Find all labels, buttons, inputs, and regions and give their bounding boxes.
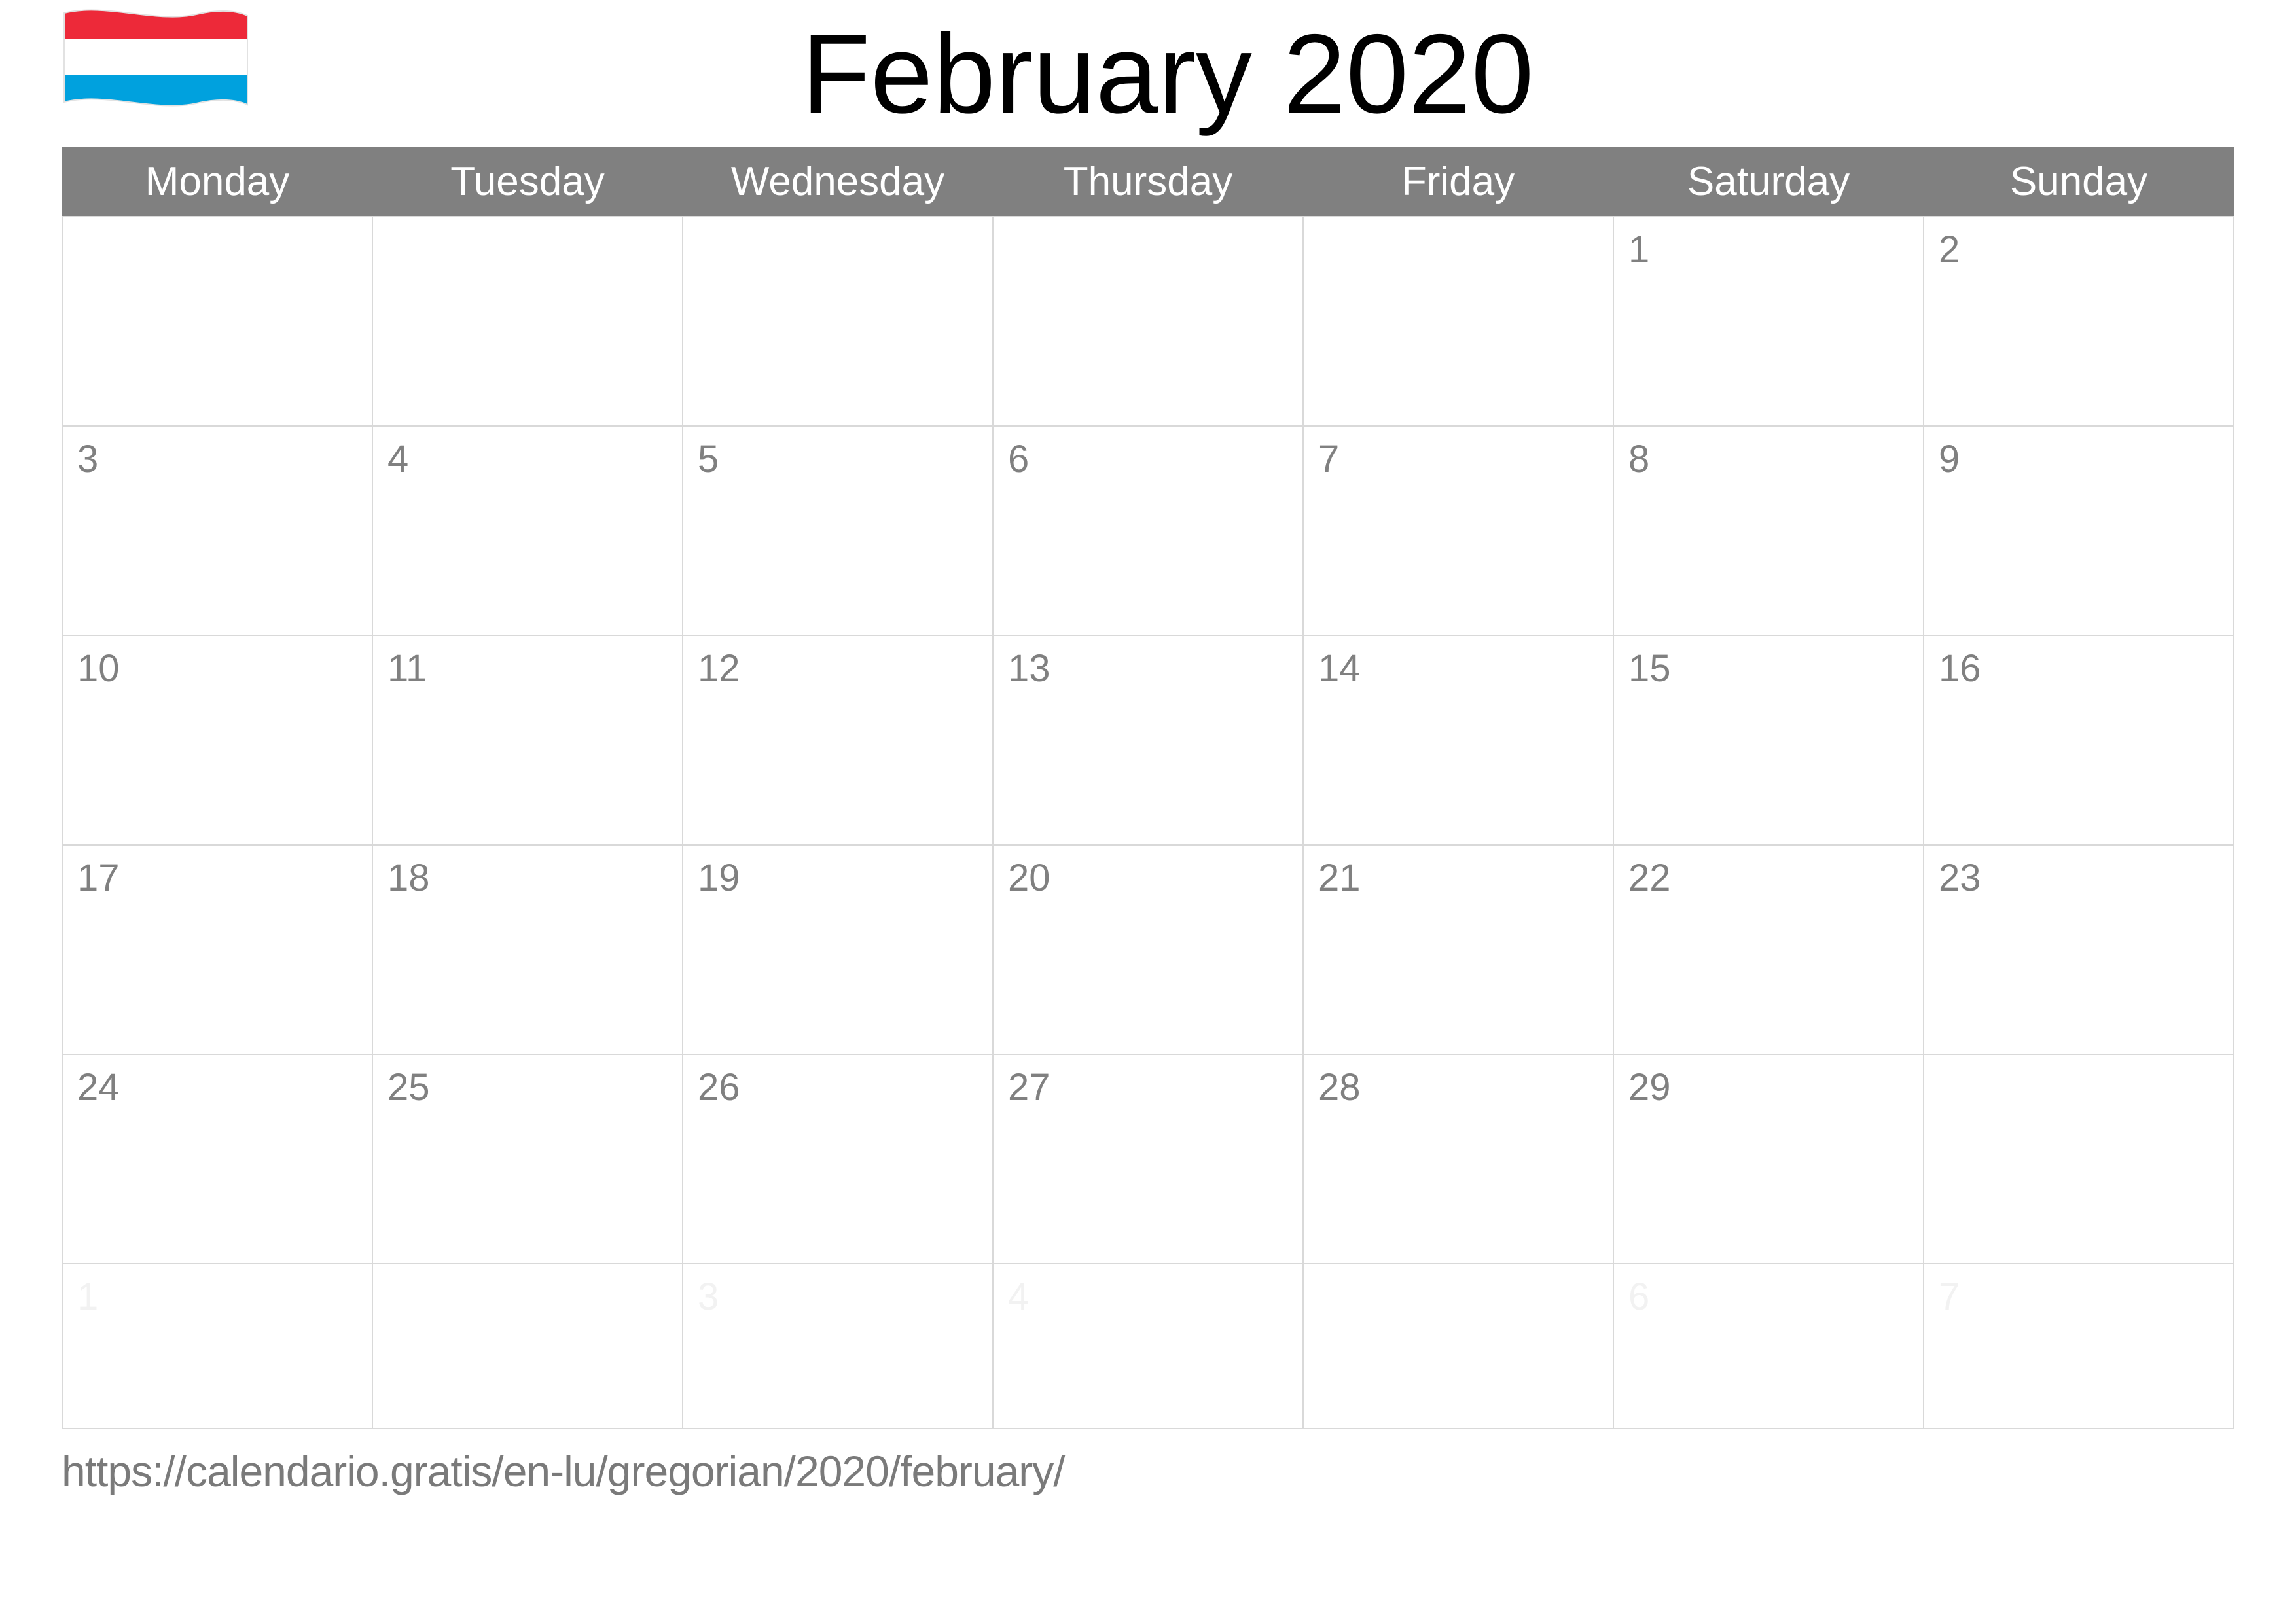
luxembourg-flag-icon	[59, 7, 252, 121]
day-cell[interactable]	[1613, 635, 1924, 845]
day-cell[interactable]	[372, 845, 683, 1054]
weekday-header-friday: Friday	[1303, 147, 1613, 217]
day-number: 29	[1628, 1066, 1671, 1109]
day-cell[interactable]	[1303, 1264, 1613, 1429]
day-number: 4	[1008, 1275, 1030, 1318]
calendar-week-row	[62, 217, 2234, 426]
day-cell[interactable]	[1924, 1054, 2234, 1264]
day-number: 3	[77, 438, 99, 480]
day-cell[interactable]	[1613, 1054, 1924, 1264]
day-cell[interactable]	[1303, 845, 1613, 1054]
day-cell[interactable]	[62, 1054, 372, 1264]
page-footer	[62, 1429, 2234, 1496]
calendar-body	[62, 217, 2234, 1429]
day-cell[interactable]	[372, 217, 683, 426]
day-number: 15	[1628, 647, 1671, 690]
day-number: 19	[698, 857, 740, 899]
day-number: 1	[77, 1275, 99, 1318]
day-cell[interactable]	[683, 1264, 993, 1429]
day-number: 4	[387, 438, 409, 480]
day-number: 9	[1939, 438, 1960, 480]
day-number: 27	[1008, 1066, 1050, 1109]
day-number	[1304, 1264, 1613, 1276]
day-cell[interactable]	[372, 426, 683, 635]
day-cell[interactable]	[1924, 845, 2234, 1054]
day-cell[interactable]	[1924, 1264, 2234, 1429]
source-url[interactable]: https://calendario.gratis/en-lu/gregorian/2020/february/	[62, 1447, 1065, 1495]
day-number: 23	[1939, 857, 1981, 899]
day-number	[63, 217, 372, 229]
page-header	[0, 0, 2296, 147]
day-number: 3	[698, 1275, 719, 1318]
day-number: 22	[1628, 857, 1671, 899]
weekday-header-saturday: Saturday	[1613, 147, 1924, 217]
day-number: 20	[1008, 857, 1050, 899]
day-cell[interactable]	[993, 426, 1303, 635]
day-cell[interactable]	[62, 217, 372, 426]
day-number: 6	[1008, 438, 1030, 480]
day-cell[interactable]	[62, 426, 372, 635]
day-number: 26	[698, 1066, 740, 1109]
day-number: 25	[387, 1066, 430, 1109]
day-number	[683, 217, 992, 229]
calendar-week-row	[62, 426, 2234, 635]
day-cell[interactable]	[683, 845, 993, 1054]
day-number: 14	[1318, 647, 1361, 690]
day-number	[1924, 1055, 2233, 1067]
month-calendar	[62, 147, 2234, 1429]
day-number: 1	[1628, 228, 1650, 271]
day-cell[interactable]	[372, 1264, 683, 1429]
day-cell[interactable]	[62, 635, 372, 845]
day-number	[373, 217, 682, 229]
day-cell[interactable]	[1303, 635, 1613, 845]
day-number: 28	[1318, 1066, 1361, 1109]
day-cell[interactable]	[1613, 217, 1924, 426]
day-cell[interactable]	[993, 1264, 1303, 1429]
weekday-header-wednesday: Wednesday	[683, 147, 993, 217]
day-number: 8	[1628, 438, 1650, 480]
calendar-week-row	[62, 1054, 2234, 1264]
day-number: 17	[77, 857, 120, 899]
day-cell[interactable]	[683, 1054, 993, 1264]
day-number: 16	[1939, 647, 1981, 690]
day-number	[994, 217, 1302, 229]
day-cell[interactable]	[1924, 426, 2234, 635]
day-cell[interactable]	[1303, 1054, 1613, 1264]
day-cell[interactable]	[993, 845, 1303, 1054]
calendar-week-row	[62, 845, 2234, 1054]
day-cell[interactable]	[1303, 426, 1613, 635]
day-cell[interactable]	[62, 845, 372, 1054]
day-cell[interactable]	[993, 1054, 1303, 1264]
day-cell[interactable]	[1303, 217, 1613, 426]
day-cell[interactable]	[1924, 635, 2234, 845]
weekday-header-tuesday: Tuesday	[372, 147, 683, 217]
day-number: 18	[387, 857, 430, 899]
day-number: 12	[698, 647, 740, 690]
day-number: 10	[77, 647, 120, 690]
weekday-header-monday: Monday	[62, 147, 372, 217]
day-number: 24	[77, 1066, 120, 1109]
day-number: 11	[387, 647, 427, 690]
calendar-week-row	[62, 1264, 2234, 1429]
day-number: 21	[1318, 857, 1361, 899]
day-cell[interactable]	[993, 217, 1303, 426]
day-cell[interactable]	[1613, 1264, 1924, 1429]
day-cell[interactable]	[1924, 217, 2234, 426]
page-title: February 2020	[801, 10, 1534, 137]
calendar-week-row	[62, 635, 2234, 845]
weekday-header-sunday: Sunday	[1924, 147, 2234, 217]
calendar-header-row	[62, 147, 2234, 217]
day-number: 5	[698, 438, 719, 480]
day-cell[interactable]	[1613, 426, 1924, 635]
day-number: 7	[1318, 438, 1340, 480]
day-cell[interactable]	[683, 426, 993, 635]
day-cell[interactable]	[372, 1054, 683, 1264]
day-number: 7	[1939, 1275, 1960, 1318]
weekday-header-thursday: Thursday	[993, 147, 1303, 217]
day-cell[interactable]	[1613, 845, 1924, 1054]
day-number	[1304, 217, 1613, 229]
day-number	[373, 1264, 682, 1276]
day-cell[interactable]	[683, 635, 993, 845]
day-cell[interactable]	[993, 635, 1303, 845]
day-number: 13	[1008, 647, 1050, 690]
day-number: 6	[1628, 1275, 1650, 1318]
day-number: 2	[1939, 228, 1960, 271]
day-cell[interactable]	[62, 1264, 372, 1429]
day-cell[interactable]	[372, 635, 683, 845]
day-cell[interactable]	[683, 217, 993, 426]
